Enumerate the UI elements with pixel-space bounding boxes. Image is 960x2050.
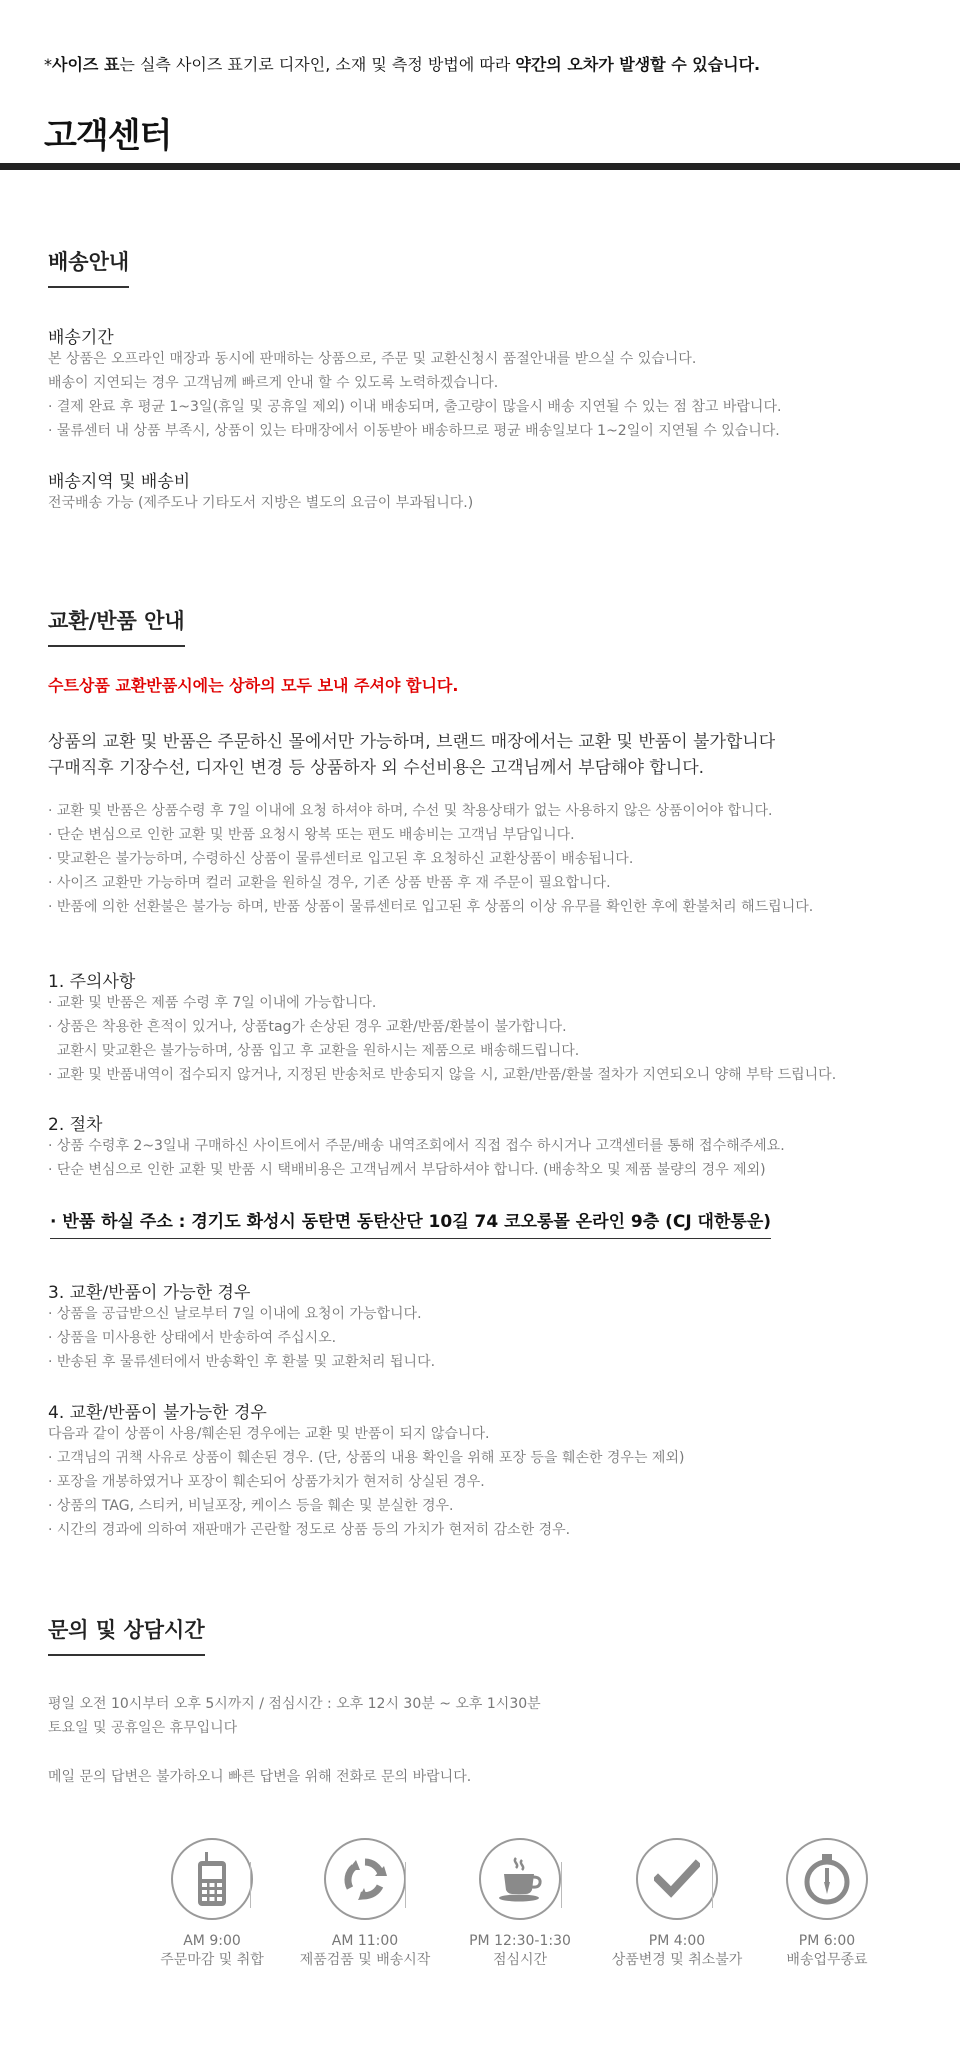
timeline-desc: 점심시간	[492, 1952, 548, 1968]
suit-return-notice: 수트상품 교환반품시에는 상하의 모두 보내 주셔야 합니다.	[48, 676, 459, 695]
timeline-step	[747, 1838, 907, 1970]
list-item: · 고객님의 귀책 사유로 상품이 훼손된 경우. (단, 상품의 내용 확인을 위해 포장 등을 훼손한 경우는 제외)	[48, 1450, 685, 1466]
stopwatch-icon	[786, 1838, 868, 1920]
phone-icon	[171, 1838, 253, 1920]
list-item: · 교환 및 반품은 상품수령 후 7일 이내에 요청 하셔야 하며, 수선 및 착용상태가 없는 사용하지 않은 상품이어야 합니다.	[48, 803, 773, 819]
list-item: · 맞교환은 불가능하며, 수령하신 상품이 물류센터로 입고된 후 요청하신 교환상품이 배송됩니다.	[48, 851, 634, 867]
shipping-period-title: 배송기간	[48, 328, 114, 348]
timeline-step	[597, 1838, 757, 1970]
timeline-time: PM 4:00	[648, 1933, 706, 1949]
return-address: · 반품 하실 주소 : 경기도 화성시 동탄면 동탄산단 10길 74 코오롱몰 온라인 9층 (CJ 대한통운)	[50, 1207, 771, 1239]
notice-bold-tail: 약간의 오차가 발생할 수 있습니다.	[515, 55, 761, 74]
list-item: · 사이즈 교환만 가능하며 컬러 교환을 원하실 경우, 기존 상품 반품 후 재 주문이 필요합니다.	[48, 875, 611, 891]
timeline-time: PM 6:00	[798, 1933, 856, 1949]
procedure-text	[48, 1134, 785, 1182]
consulting-hours	[48, 1692, 541, 1740]
list-item: · 상품 수령후 2~3일내 구매하신 사이트에서 주문/배송 내역조회에서 직접 접수 하시거나 고객센터를 통해 접수해주세요.	[48, 1138, 785, 1154]
text-line: 구매직후 기장수선, 디자인 변경 등 상품하자 외 수선비용은 고객님께서 부담해야 합니다.	[48, 758, 705, 778]
possible-title: 3. 교환/반품이 가능한 경우	[48, 1283, 251, 1303]
caution-text	[48, 991, 836, 1087]
text-line: 본 상품은 오프라인 매장과 동시에 판매하는 상품으로, 주문 및 교환신청시 품절안내를 받으실 수 있습니다.	[48, 351, 697, 367]
list-item: · 반품에 의한 선환불은 불가능 하며, 반품 상품이 물류센터로 입고된 후 상품의 이상 유무를 확인한 후에 환불처리 해드립니다.	[48, 899, 814, 915]
list-item: · 단순 변심으로 인한 교환 및 반품 시 택배비용은 고객님께서 부담하셔야 합니다. (배송착오 및 제품 불량의 경우 제외)	[48, 1162, 766, 1178]
timeline-step	[285, 1838, 445, 1970]
shipping-section-title: 배송안내	[48, 246, 129, 288]
timeline-desc: 주문마감 및 취합	[160, 1952, 264, 1968]
text-line: 토요일 및 공휴일은 휴무입니다	[48, 1720, 238, 1736]
timeline-desc: 제품검품 및 배송시작	[299, 1952, 431, 1968]
list-item: 교환시 맞교환은 불가능하며, 상품 입고 후 교환을 원하시는 제품으로 배송해드립니다.	[48, 1043, 580, 1059]
list-item: · 포장을 개봉하였거나 포장이 훼손되어 상품가치가 현저히 상실된 경우.	[48, 1474, 485, 1490]
title-divider	[0, 163, 960, 170]
timeline-step	[440, 1838, 600, 1970]
procedure-title: 2. 절차	[48, 1115, 103, 1135]
text-line: · 물류센터 내 상품 부족시, 상품이 있는 타매장에서 이동받아 배송하므로 평균 배송일보다 1~2일이 지연될 수 있습니다.	[48, 423, 780, 439]
timeline-separator	[250, 1862, 251, 1908]
shipping-period-text	[48, 347, 781, 443]
list-item: · 상품을 공급받으신 날로부터 7일 이내에 요청이 가능합니다.	[48, 1306, 422, 1322]
possible-text	[48, 1302, 435, 1374]
timeline-separator	[561, 1862, 562, 1908]
shipping-area-title: 배송지역 및 배송비	[48, 472, 191, 492]
text-line: · 결제 완료 후 평균 1~3일(휴일 및 공휴일 제외) 이내 배송되며, 출고량이 많을시 배송 지연될 수 있는 점 참고 바랍니다.	[48, 399, 782, 415]
timeline-separator	[405, 1862, 406, 1908]
list-item: · 상품을 미사용한 상태에서 반송하여 주십시오.	[48, 1330, 337, 1346]
timeline-time: AM 11:00	[331, 1933, 399, 1949]
exchange-lead-text	[48, 729, 775, 781]
recycle-icon	[324, 1838, 406, 1920]
list-item: · 반송된 후 물류센터에서 반송확인 후 환불 및 교환처리 됩니다.	[48, 1354, 436, 1370]
list-item: · 단순 변심으로 인한 교환 및 반품 요청시 왕복 또는 편도 배송비는 고객님 부담입니다.	[48, 827, 575, 843]
email-note: 메일 문의 답변은 불가하오니 빠른 답변을 위해 전화로 문의 바랍니다.	[48, 1769, 472, 1785]
notice-asterisk: *	[44, 55, 52, 74]
timeline-time: AM 9:00	[183, 1933, 241, 1949]
list-item: · 시간의 경과에 의하여 재판매가 곤란할 정도로 상품 등의 가치가 현저히 감소한 경우.	[48, 1522, 571, 1538]
exchange-bullets	[48, 799, 813, 919]
shipping-area-text	[48, 491, 473, 515]
inquiry-section-title: 문의 및 상담시간	[48, 1614, 205, 1656]
caution-title: 1. 주의사항	[48, 972, 136, 992]
size-notice	[44, 52, 760, 75]
text-line: 평일 오전 10시부터 오후 5시까지 / 점심시간 : 오후 12시 30분 ~ 오후 1시30분	[48, 1696, 541, 1712]
notice-text: 는 실측 사이즈 표기로 디자인, 소재 및 측정 방법에 따라	[119, 55, 516, 74]
impossible-title: 4. 교환/반품이 불가능한 경우	[48, 1403, 267, 1423]
text-line: 전국배송 가능 (제주도나 기타도서 지방은 별도의 요금이 부과됩니다.)	[48, 495, 474, 511]
timeline-step	[132, 1838, 292, 1970]
list-item: · 상품의 TAG, 스티커, 비닐포장, 케이스 등을 훼손 및 분실한 경우.	[48, 1498, 454, 1514]
list-item: · 상품은 착용한 흔적이 있거나, 상품tag가 손상된 경우 교환/반품/환불이 불가합니다.	[48, 1019, 567, 1035]
daily-timeline	[120, 1838, 880, 1978]
list-item: · 교환 및 반품내역이 접수되지 않거나, 지정된 반송처로 반송되지 않을 시, 교환/반품/환불 절차가 지연되오니 양해 부탁 드립니다.	[48, 1067, 837, 1083]
coffee-cup-icon	[479, 1838, 561, 1920]
list-item: · 교환 및 반품은 제품 수령 후 7일 이내에 가능합니다.	[48, 995, 377, 1011]
text-line: 배송이 지연되는 경우 고객님께 빠르게 안내 할 수 있도록 노력하겠습니다.	[48, 375, 499, 391]
exchange-section-title: 교환/반품 안내	[48, 605, 185, 647]
timeline-time: PM 12:30-1:30	[469, 1933, 571, 1949]
text-line: 상품의 교환 및 반품은 주문하신 몰에서만 가능하며, 브랜드 매장에서는 교환 및 반품이 불가합니다	[48, 732, 776, 752]
impossible-text	[48, 1422, 684, 1542]
timeline-desc: 상품변경 및 취소불가	[611, 1952, 743, 1968]
page-title: 고객센터	[44, 116, 172, 156]
timeline-desc: 배송업무종료	[786, 1952, 868, 1968]
timeline-separator	[712, 1862, 713, 1908]
notice-bold-lead: 사이즈 표	[52, 55, 120, 74]
text-line: 다음과 같이 상품이 사용/훼손된 경우에는 교환 및 반품이 되지 않습니다.	[48, 1426, 490, 1442]
checkmark-icon	[636, 1838, 718, 1920]
